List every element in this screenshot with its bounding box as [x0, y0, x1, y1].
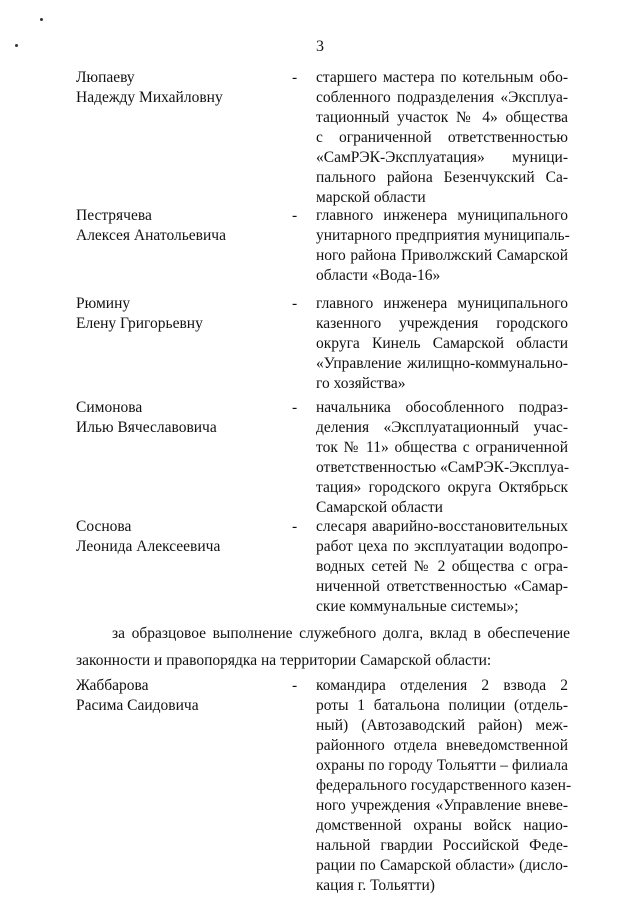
dash-separator: -: [292, 399, 298, 416]
person-name-line: Алексея Анатольевича: [76, 227, 226, 244]
position-description: [316, 517, 568, 617]
person-name-line: Илью Вячеславовича: [76, 419, 217, 436]
description-line: казенного учреждения городского: [316, 315, 568, 332]
person-name: [76, 676, 276, 716]
description-line: го хозяйства»: [316, 375, 406, 392]
description-line: начальника обособленного подраз-: [316, 399, 568, 416]
description-line: «Управление жилищно-коммунально-: [316, 355, 568, 372]
description-line: деления «Эксплуатационный учас-: [316, 419, 568, 436]
dash-separator: -: [292, 677, 298, 694]
description-line: домственной охраны войск нацио-: [316, 817, 568, 834]
description-line: главного инженера муниципального: [316, 207, 568, 224]
person-name-line: Леонида Алексеевича: [76, 538, 221, 555]
description-line: ток № 11» общества с ограниченной: [316, 439, 568, 456]
section-heading-line-1: за образцовое выполнение служебного долга, вклад в обеспечение: [112, 625, 570, 642]
section-heading: [76, 620, 570, 674]
description-line: командира отделения 2 взвода 2: [316, 677, 568, 694]
description-line: нальной гвардии Российской Феде-: [316, 837, 568, 854]
description-line: ответственностью «СамРЭК-Эксплуа-: [316, 459, 570, 476]
page-number: 3: [316, 38, 324, 55]
description-line: собленного подразделения «Эксплуа-: [316, 89, 568, 106]
person-name-line: Надежду Михайловну: [76, 89, 223, 106]
person-name-line: Елену Григорьевну: [76, 315, 203, 332]
section-heading-line-2: законности и правопорядка на территории Самарской области:: [76, 652, 492, 669]
dash-separator: -: [292, 69, 298, 86]
person-name-line: Люпаеву: [76, 69, 135, 86]
person-name-line: Симонова: [76, 399, 143, 416]
description-line: тационный участок № 4» общества: [316, 109, 568, 126]
description-line: главного инженера муниципального: [316, 295, 568, 312]
person-name: [76, 206, 276, 246]
person-name: [76, 517, 276, 557]
position-description: [316, 676, 572, 896]
description-line: районного отдела вневедомственной: [316, 737, 568, 754]
description-line: области «Вода-16»: [316, 267, 441, 284]
description-line: старшего мастера по котельным обо-: [316, 69, 568, 86]
description-line: ного района Приволжский Самарской: [316, 247, 568, 264]
description-line: марской области: [316, 189, 426, 206]
description-line: слесаря аварийно-восстановительных: [316, 518, 568, 535]
person-name-line: Рюмину: [76, 295, 131, 312]
description-line: тация» городского округа Октябрьск: [316, 479, 568, 496]
position-description: [316, 206, 568, 286]
description-line: кация г. Тольятти): [316, 877, 435, 894]
description-line: ские коммунальные системы»;: [316, 598, 519, 615]
dash-separator: -: [292, 295, 298, 312]
dash-separator: -: [292, 207, 298, 224]
description-line: округа Кинель Самарской области: [316, 335, 568, 352]
description-line: ниченной ответственностью «Самар-: [316, 578, 568, 595]
position-description: [316, 68, 568, 208]
description-line: рации по Самарской области» (дисло-: [316, 857, 568, 874]
description-line: охраны по городу Тольятти – филиала: [316, 757, 568, 774]
position-description: [316, 294, 568, 394]
description-line: ного учреждения «Управление вневе-: [316, 797, 568, 814]
person-name-line: Пестрячева: [76, 207, 152, 224]
description-line: Самарской области: [316, 499, 443, 516]
person-name-line: Жаббарова: [76, 677, 149, 694]
description-line: «СамРЭК-Эксплуатация» муници-: [316, 149, 568, 166]
description-line: роты 1 батальона полиции (отдель-: [316, 697, 568, 714]
description-line: федерального государственного казен-: [316, 777, 572, 794]
person-name-line: Расима Саидовича: [76, 697, 199, 714]
dash-separator: -: [292, 518, 298, 535]
person-name: [76, 294, 276, 334]
description-line: ный) (Автозаводский район) меж-: [316, 717, 568, 734]
description-line: водных сетей № 2 общества с огра-: [316, 558, 568, 575]
person-name: [76, 398, 276, 438]
description-line: работ цеха по эксплуатации водопро-: [316, 538, 568, 555]
description-line: с ограниченной ответственностью: [316, 129, 568, 146]
person-name: [76, 68, 276, 108]
description-line: пального района Безенчукский Са-: [316, 169, 568, 186]
position-description: [316, 398, 568, 518]
description-line: унитарного предприятия муниципаль-: [316, 227, 570, 244]
person-name-line: Соснова: [76, 518, 132, 535]
